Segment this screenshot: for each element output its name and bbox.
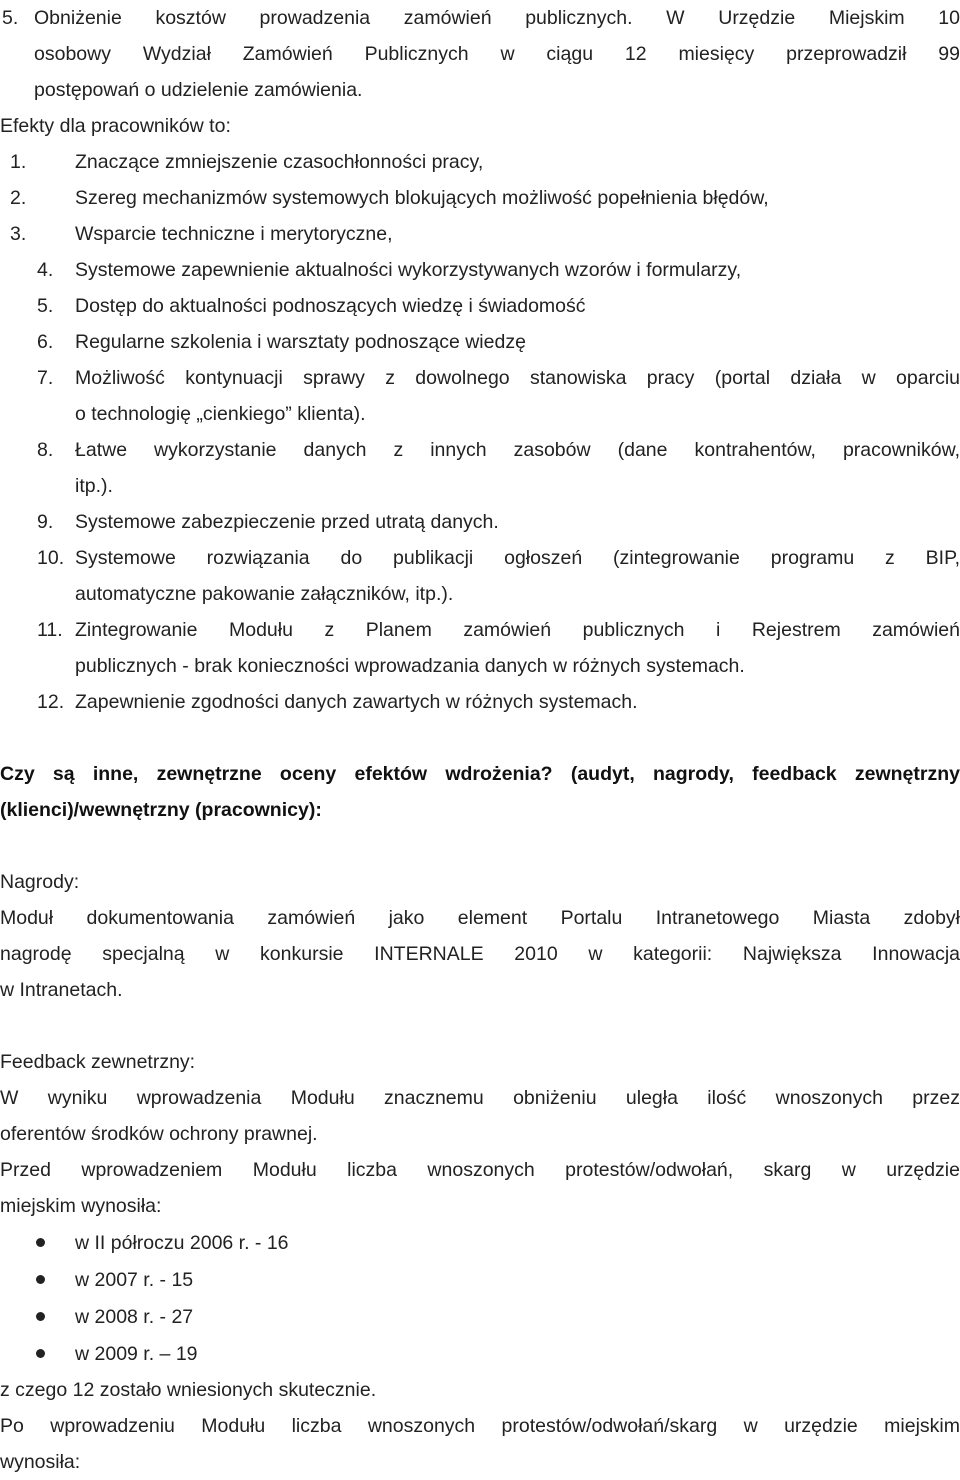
list-item: w 2009 r. – 19 <box>0 1335 960 1372</box>
awards-heading: Nagrody: <box>0 871 80 893</box>
intro-line-1: Obniżenie kosztów prowadzenia zamówień publicznych. W Urzędzie Miejskim 10 <box>34 7 960 29</box>
awards-paragraph: Moduł dokumentowania zamówień jako element Portalu Intranetowego Miasta zdobył nagrodę specjalną w konkursie INTERNALE 2010 w kategorii: Największa Innowacja w Intranetach. <box>0 907 960 1001</box>
feedback-heading: Feedback zewnetrzny: <box>0 1051 196 1073</box>
list-item: 5. Dostęp do aktualności podnoszących wiedzę i świadomość <box>37 295 586 317</box>
list-item: 2. Szereg mechanizmów systemowych blokujących możliwość popełnienia błędów, <box>10 187 769 209</box>
list-item: 12. Zapewnienie zgodności danych zawartych w różnych systemach. <box>37 691 638 713</box>
intro-number: 5. <box>2 7 19 29</box>
complaints-bullet-list <box>0 1224 960 1372</box>
feedback-paragraph-3: Po wprowadzeniu Modułu liczba wnoszonych protestów/odwołań/skarg w urzędzie miejskim wynosiła: <box>0 1415 960 1473</box>
intro-line-2: osobowy Wydział Zamówień Publicznych w ciągu 12 miesięcy przeprowadził 99 <box>34 43 960 65</box>
list-item: 11. Zintegrowanie Modułu z Planem zamówień publicznych i Rejestrem zamówień publicznych - brak konieczności wprowadzania danych w różnych systemach. <box>37 619 960 677</box>
list-item: w II półroczu 2006 r. - 16 <box>0 1224 960 1261</box>
bullet-icon <box>0 1349 75 1358</box>
effects-heading: Efekty dla pracowników to: <box>0 115 231 137</box>
feedback-paragraph-1: W wyniku wprowadzenia Modułu znacznemu obniżeniu uległa ilość wnoszonych przez oferentów środków ochrony prawnej. <box>0 1087 960 1145</box>
list-item: 4. Systemowe zapewnienie aktualności wykorzystywanych wzorów i formularzy, <box>37 259 742 281</box>
list-item: 1. Znaczące zmniejszenie czasochłonności pracy, <box>10 151 484 173</box>
effects-list <box>0 144 960 720</box>
list-item: 7. Możliwość kontynuacji sprawy z dowolnego stanowiska pracy (portal działa w oparciu o technologię „cienkiego” klienta). <box>37 367 960 425</box>
after-bullets-text: z czego 12 zostało wniesionych skutecznie. <box>0 1379 377 1401</box>
list-item: 10. Systemowe rozwiązania do publikacji ogłoszeń (zintegrowanie programu z BIP, automatyczne pakowanie załączników, itp.). <box>37 547 960 605</box>
bullet-icon <box>0 1275 75 1284</box>
list-item: 9. Systemowe zabezpieczenie przed utratą danych. <box>37 511 499 533</box>
list-item: 6. Regularne szkolenia i warsztaty podnoszące wiedzę <box>37 331 526 353</box>
list-item: 8. Łatwe wykorzystanie danych z innych zasobów (dane kontrahentów, pracowników, itp.). <box>37 439 960 497</box>
bullet-icon <box>0 1238 75 1247</box>
bullet-icon <box>0 1312 75 1321</box>
feedback-paragraph-2: Przed wprowadzeniem Modułu liczba wnoszonych protestów/odwołań, skarg w urzędzie miejskim wynosiła: <box>0 1159 960 1217</box>
list-item: 3. Wsparcie techniczne i merytoryczne, <box>10 223 393 245</box>
intro-line-3: postępowań o udzielenie zamówienia. <box>34 79 363 101</box>
list-item: w 2007 r. - 15 <box>0 1261 960 1298</box>
intro-item <box>0 0 960 108</box>
list-item: w 2008 r. - 27 <box>0 1298 960 1335</box>
question-heading: Czy są inne, zewnętrzne oceny efektów wdrożenia? (audyt, nagrody, feedback zewnętrzny (klienci)/wewnętrzny (pracownicy): <box>0 763 960 821</box>
